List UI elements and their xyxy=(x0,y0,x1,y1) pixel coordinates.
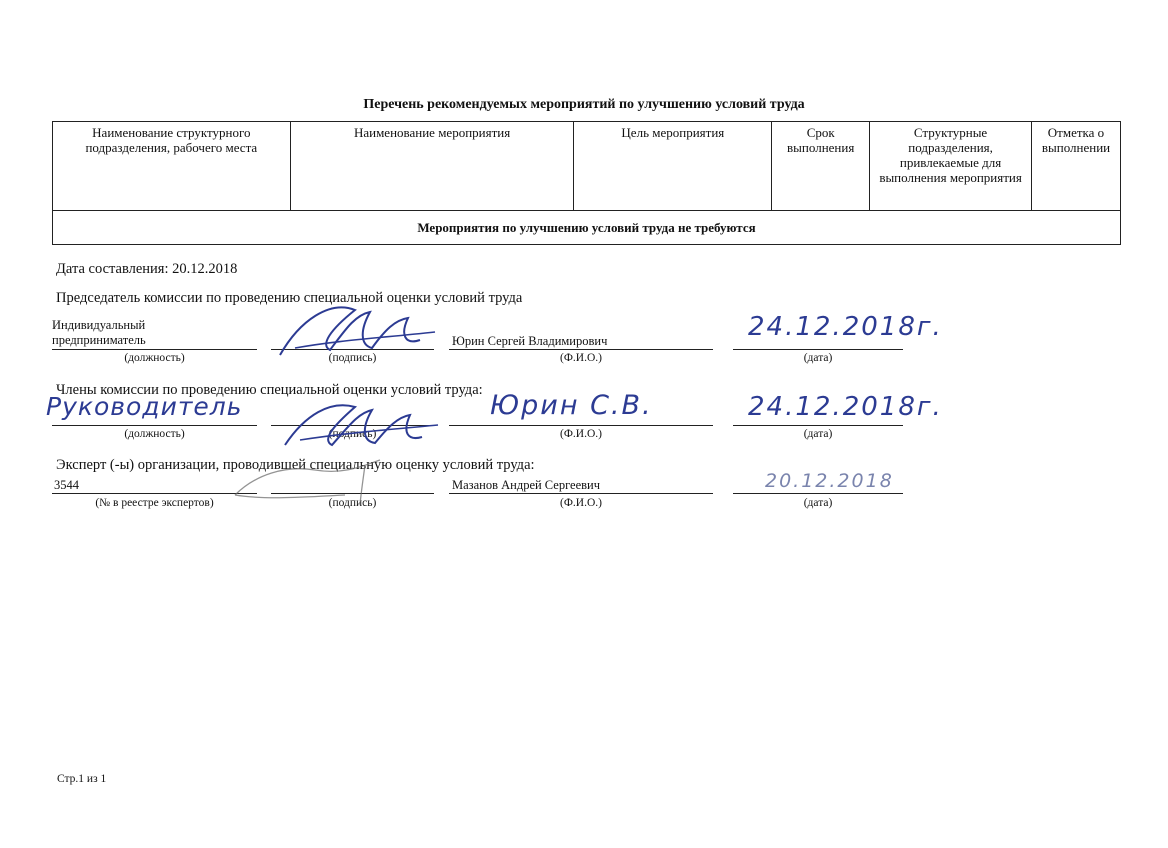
chairman-date-line xyxy=(733,349,903,350)
member-position-line xyxy=(52,425,257,426)
caption-fio: (Ф.И.О.) xyxy=(560,428,602,440)
header-measure-goal: Цель мероприятия xyxy=(574,122,772,211)
expert-fio: Мазанов Андрей Сергеевич xyxy=(452,478,601,492)
caption-signature: (подпись) xyxy=(328,352,377,364)
table-row xyxy=(53,211,1121,245)
expert-fio-line xyxy=(449,493,713,494)
caption-position: (должность) xyxy=(124,352,185,364)
header-deadline: Срок выполнения xyxy=(772,122,870,211)
date-compiled: Дата составления: 20.12.2018 xyxy=(56,261,238,277)
table-header-row xyxy=(53,122,1121,211)
caption-signature: (подпись) xyxy=(328,428,377,440)
header-involved-units: Структурные подразделения, привлекаемые для выполнения мероприятия xyxy=(870,122,1032,211)
chairman-fio-line xyxy=(449,349,713,350)
document-title: Перечень рекомендуемых мероприятий по улучшению условий труда xyxy=(363,97,805,112)
header-completion-mark: Отметка о выполнении xyxy=(1032,122,1121,211)
expert-registry-number: 3544 xyxy=(54,478,79,492)
caption-fio: (Ф.И.О.) xyxy=(560,497,602,509)
chairman-signature-image xyxy=(260,290,440,370)
chairman-position-line xyxy=(52,349,257,350)
header-measure-name: Наименование мероприятия xyxy=(290,122,574,211)
caption-date: (дата) xyxy=(803,497,833,509)
member-handwritten-position: Руководитель xyxy=(46,392,243,421)
member-handwritten-date: 24.12.2018г. xyxy=(748,392,943,422)
caption-position: (должность) xyxy=(124,428,185,440)
chairman-position: Индивидуальный предприниматель xyxy=(52,318,146,347)
chairman-handwritten-date: 24.12.2018г. xyxy=(748,312,943,342)
chairman-heading: Председатель комиссии по проведению специальной оценки условий труда xyxy=(56,290,523,306)
caption-registry: (№ в реестре экспертов) xyxy=(95,497,214,509)
caption-fio: (Ф.И.О.) xyxy=(560,352,602,364)
caption-date: (дата) xyxy=(803,352,833,364)
member-signature-image xyxy=(260,385,440,465)
no-measures-note: Мероприятия по улучшению условий труда не требуются xyxy=(53,211,1121,245)
caption-signature: (подпись) xyxy=(328,497,377,509)
member-handwritten-fio: Юрин С.В. xyxy=(490,390,653,421)
page-counter: Стр.1 из 1 xyxy=(57,773,107,785)
header-structural-unit: Наименование структурного подразделения, рабочего места xyxy=(53,122,291,211)
caption-date: (дата) xyxy=(803,428,833,440)
expert-signature-image xyxy=(225,455,395,510)
member-date-line xyxy=(733,425,903,426)
measures-table xyxy=(52,121,1121,245)
expert-handwritten-date: 20.12.2018 xyxy=(765,470,894,492)
member-fio-line xyxy=(449,425,713,426)
members-heading: Члены комиссии по проведению специальной оценки условий труда: xyxy=(56,382,483,398)
expert-heading: Эксперт (-ы) организации, проводившей специальную оценку условий труда: xyxy=(56,457,535,473)
expert-date-line xyxy=(733,493,903,494)
chairman-fio: Юрин Сергей Владимирович xyxy=(452,334,608,348)
